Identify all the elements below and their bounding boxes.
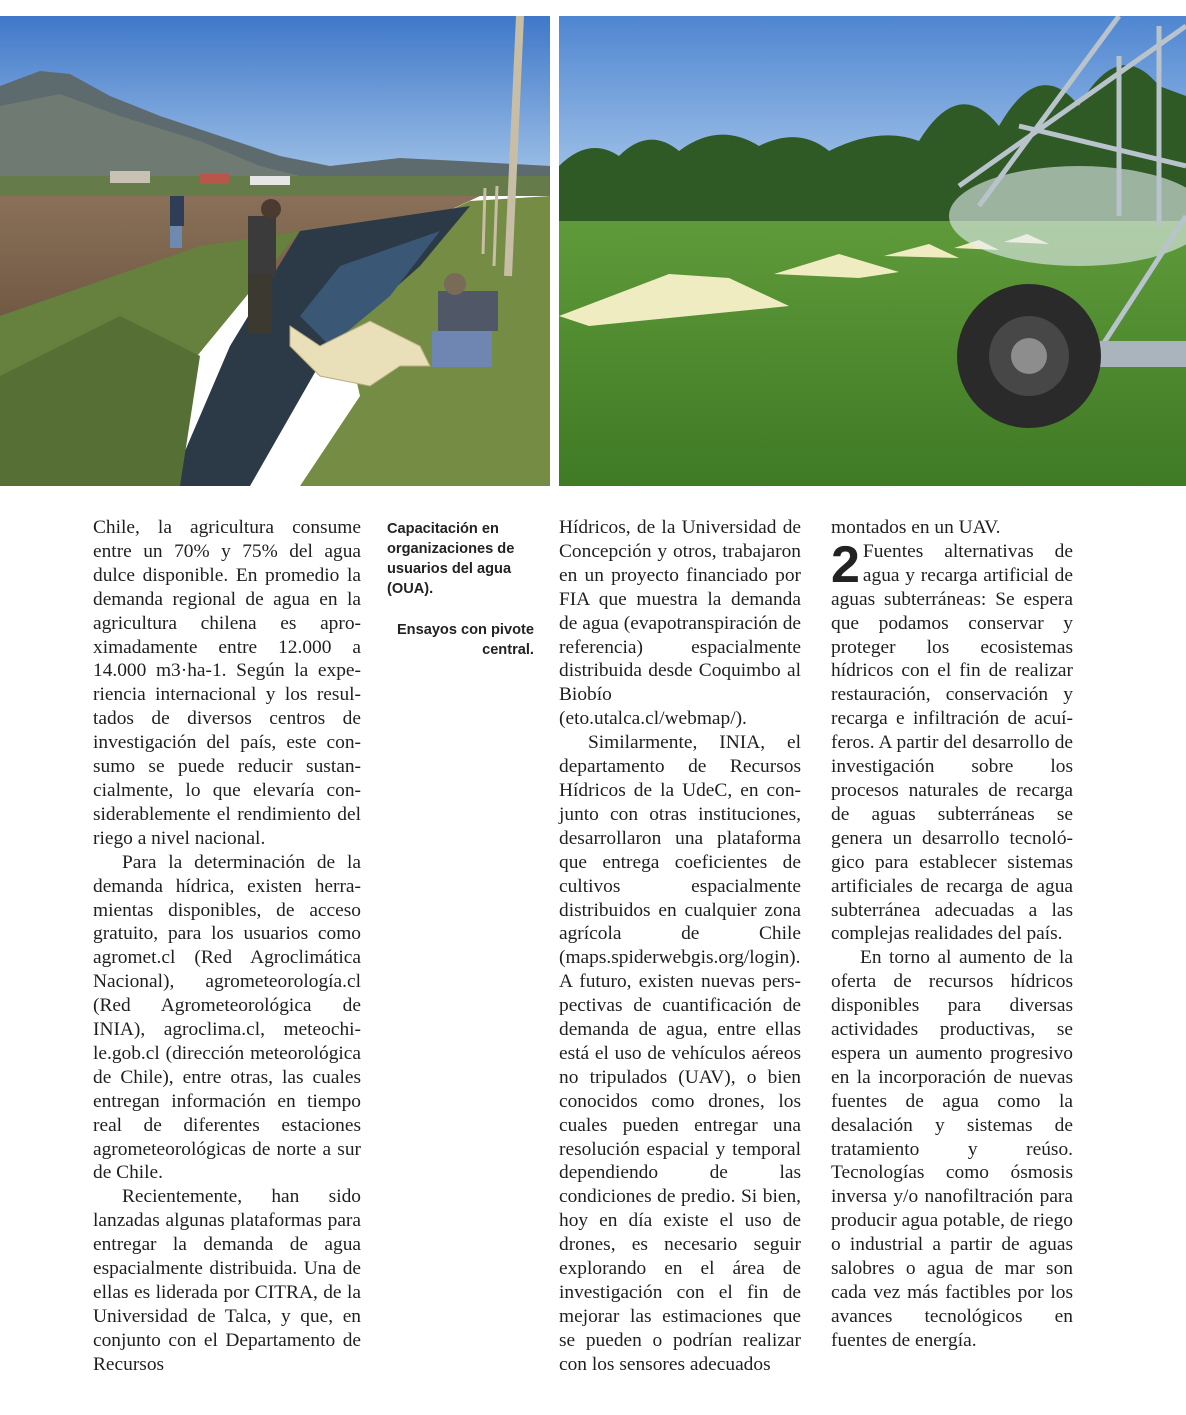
paragraph: Recientemente, han sido lanzadas algunas plataformas para entregar la demanda de agua espacialmente distribuida. Una de ellas es liderada por CITRA, de la Universidad de Talca, y que, en conjunto con el Departamento de Recursos	[93, 1186, 361, 1375]
photo-caption-pivot: Ensayos con pivote central.	[396, 622, 534, 658]
paragraph: montados en un UAV.	[831, 517, 1001, 538]
field-canal-workers-photo	[0, 16, 550, 486]
paragraph: Hídricos, de la Universidad de Concepción y otros, trabajaron en un proyecto financiado por FIA que muestra la demanda de agua (evapotranspiración de referencia) espacialmente distribuida desde Coquimbo al Biobío (eto.utalca.cl/webmap/).	[559, 517, 801, 730]
text-column-1	[93, 516, 361, 1377]
text-column-2	[559, 516, 801, 1377]
paragraph: Similarmente, INIA, el departamento de Recursos Hídricos de la UdeC, en conjunto con otras instituciones, desarrollaron una plataforma que entrega coeficientes de cultivos espacialmente distribuidos en cualquier zona agrícola de Chile (maps.spiderwebgis.org/login). A futuro, existen nuevas perspectivas de cuantificación de demanda de agua, entre ellas está el uso de vehículos aéreos no tripulados (UAV), o bien conocidos como drones, los cuales pueden entregar una resolución espacial y temporal dependiendo de las condiciones de predio. Si bien, hoy en día existe el uso de drones, es necesario seguir explorando en el área de investigación con el fin de mejorar las estimaciones que se pueden o podrían realizar con los sensores adecuados	[559, 732, 801, 1375]
numbered-paragraph	[831, 535, 1073, 946]
photo-caption-oua: Capacitación en organizaciones de usuarios del agua (OUA).	[387, 521, 515, 597]
paragraph: Para la determinación de la demanda hídrica, existen herramientas disponibles, de acceso gratuito, para los usuarios como agromet.cl (Red Agroclimática Nacional), agrometeorología.cl (Red Agrometeorológica de INIA), agroclima.cl, meteochile.gob.cl (dirección meteorológica de Chile), entre otras, las cuales entregan información en tiempo real de diferentes estaciones agrometeorológicas de norte a sur de Chile.	[93, 851, 361, 1184]
paragraph: En torno al aumento de la oferta de recursos hídricos disponibles para diversas actividades productivas, se espera un aumento progresivo en la incorporación de nuevas fuentes de agua como la desalación y sistemas de tratamiento y reúso. Tecnologías como ósmosis inversa y/o nanofiltración para producir agua potable, de riego o industrial a partir de aguas salobres o agua de mar son cada vez más factibles por los avances tecnológicos en fuentes de energía.	[831, 947, 1073, 1351]
center-pivot-irrigation-photo	[559, 16, 1186, 486]
paragraph-text: Fuentes alternativas de agua y recarga artificial de aguas subterráneas: Se espera que podamos conservar y proteger los ecosistemas hídricos con el fin de realizar restauración, conservación y recarga e infiltración de acuíferos. A partir del desarrollo de investigación sobre los procesos naturales de recarga de aguas subterráneas se genera un desarrollo tecnológico para establecer sistemas artificiales de recarga de agua subterránea adecuadas a las complejas realidades del país.	[831, 540, 1073, 945]
drop-cap-number: 2	[831, 535, 860, 594]
text-column-3	[831, 516, 1073, 1353]
paragraph: Chile, la agricultura consume entre un 70% y 75% del agua dulce disponible. En promedio la demanda regional de agua en la agricultura chilena es aproximadamente entre 12.000 a 14.000 m3·ha-1. Según la experiencia internacional y los resultados de diversos centros de investigación del país, este consumo se puede reducir sustancialmente, lo que elevaría considerablemente el rendimiento del riego a nivel nacional.	[93, 517, 361, 849]
